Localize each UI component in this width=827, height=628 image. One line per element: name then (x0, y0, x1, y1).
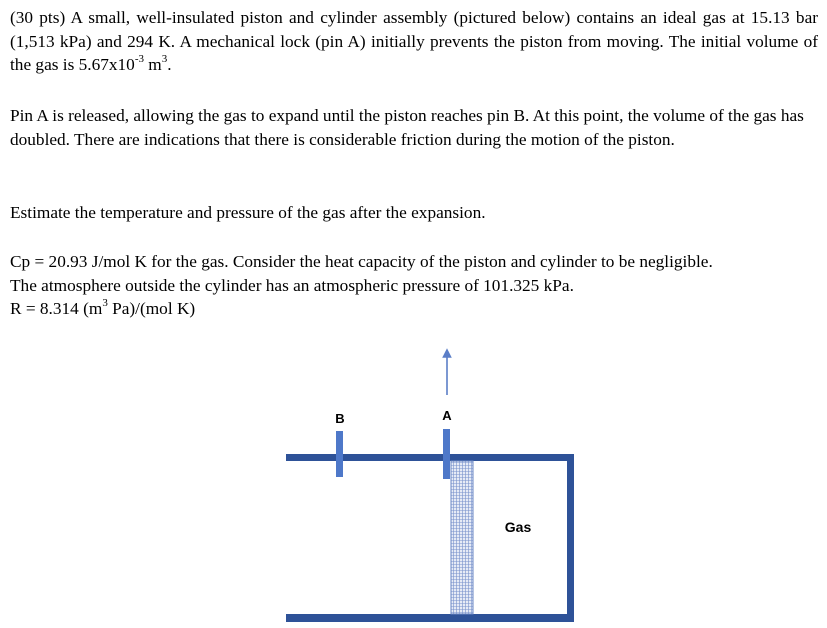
cylinder-top-wall (286, 454, 574, 461)
gas-constant-line: R = 8.314 ($m^3$ Pa)/(mol K) (10, 297, 196, 318)
task-text: Estimate the temperature and pressure of the gas after the expansion. (10, 203, 486, 222)
exponent-neg3: -3 (134, 53, 144, 66)
pin-a-label: A (442, 408, 452, 423)
paragraph-task (10, 201, 818, 225)
unit-m: m (143, 55, 162, 74)
paragraph-pin-release (10, 104, 818, 151)
cylinder-bottom-wall (286, 614, 574, 622)
pin-b (336, 431, 343, 477)
pin-a (443, 429, 450, 479)
pin-b-label: B (335, 411, 345, 426)
gas-label: Gas (504, 519, 532, 535)
problem-intro-text: (30 pts) A small, well-insulated piston and cylinder assembly (pictured below) contains an ideal gas at 15.13 bar (1,513 kPa) and 294 K. A mechanical lock (pin A) initially prevents the piston from moving. The initial volume of the gas is 5.67x10 (10, 8, 818, 74)
exponent-3: 3 (161, 53, 168, 66)
period: . (167, 55, 172, 74)
paragraph-given-data (10, 250, 818, 321)
atmosphere-line: The atmosphere outside the cylinder has an atmospheric pressure of 101.325 kPa. (10, 275, 574, 295)
piston (451, 461, 473, 614)
cp-line: Cp = 20.93 J/mol K for the gas. Consider the heat capacity of the piston and cylinder to be negligible. (10, 252, 713, 271)
cylinder-right-wall (567, 454, 574, 622)
pin-release-text: Pin A is released, allowing the gas to expand until the piston reaches pin B. At this point, the volume of the gas has doubled. There are indications that there is considerable friction during the motion of the piston. (10, 106, 804, 149)
paragraph-problem-statement (10, 6, 818, 77)
